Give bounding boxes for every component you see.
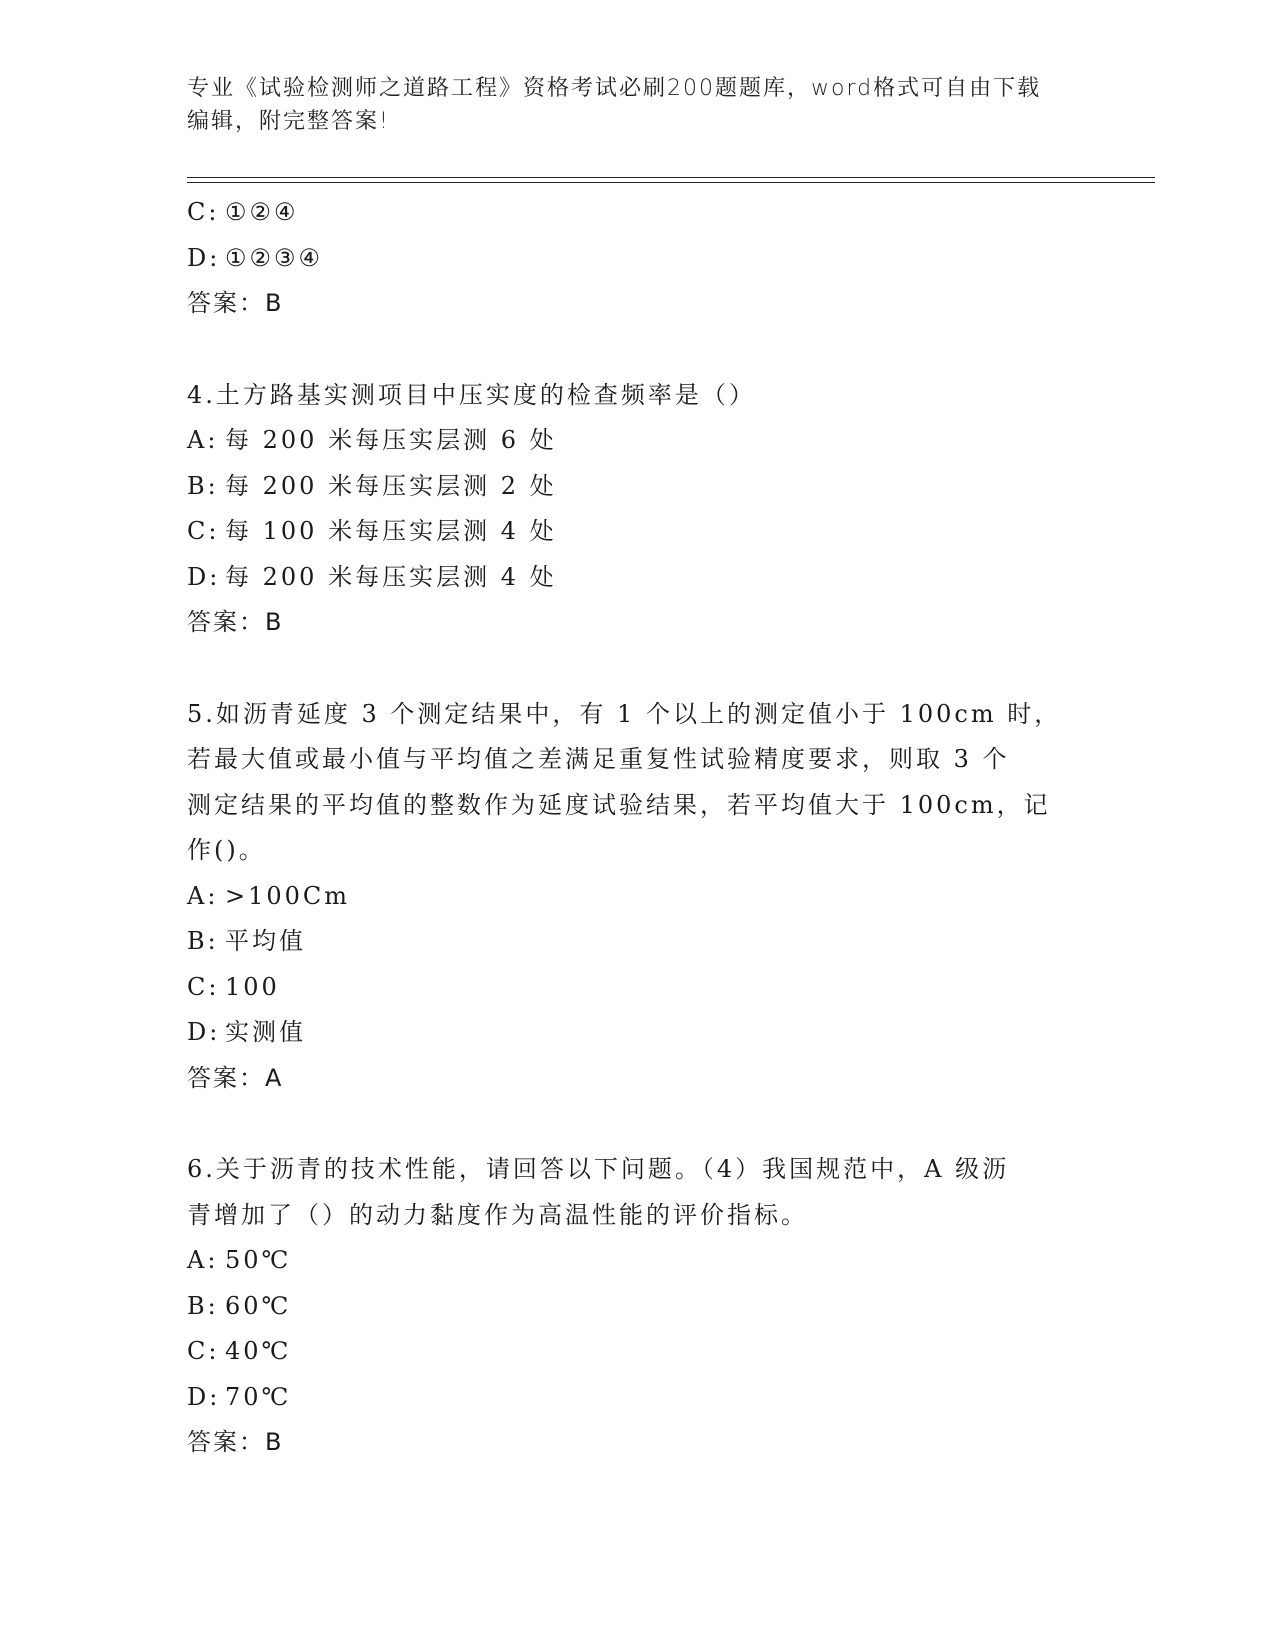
option-text: 70℃ xyxy=(225,1382,292,1411)
answer-line: 答案：B xyxy=(187,1428,284,1456)
option-letter: B: xyxy=(187,1291,219,1320)
option-letter: D: xyxy=(187,243,221,272)
option-text: 每 200 米每压实层测 4 处 xyxy=(225,562,557,591)
option-text: 40℃ xyxy=(225,1337,292,1365)
option-letter: B: xyxy=(187,471,219,500)
header-line-1: 专业《试验检测师之道路工程》资格考试必刷200题题库，word格式可自由下载 xyxy=(187,76,1042,101)
option-c xyxy=(187,1329,1087,1375)
question-stem-line: 若最大值或最小值与平均值之差满足重复性试验精度要求，则取 3 个 xyxy=(187,745,1010,773)
option-c xyxy=(187,190,1087,236)
option-a xyxy=(187,1238,1087,1284)
document-body xyxy=(187,190,1087,1466)
option-letter: C: xyxy=(187,517,220,545)
question-4 xyxy=(187,373,1087,646)
option-letter: D: xyxy=(187,562,221,591)
question-stem-line: 测定结果的平均值的整数作为延度试验结果，若平均值大于 100cm，记 xyxy=(187,790,1051,819)
option-b xyxy=(187,464,1087,510)
option-text: 每 200 米每压实层测 6 处 xyxy=(225,426,557,454)
option-d xyxy=(187,1375,1087,1421)
option-text: 每 100 米每压实层测 4 处 xyxy=(225,517,557,545)
option-letter: A: xyxy=(187,881,219,910)
header-line-2: 编辑，附完整答案! xyxy=(187,109,390,134)
option-text: 50℃ xyxy=(225,1246,292,1274)
option-letter: C: xyxy=(187,972,220,1001)
answer-line: 答案：B xyxy=(187,608,284,636)
option-letter: C: xyxy=(187,198,220,226)
option-letter: A: xyxy=(187,426,219,454)
question-gap xyxy=(187,646,1087,692)
question-stem-line: 5.如沥青延度 3 个测定结果中，有 1 个以上的测定值小于 100cm 时， xyxy=(187,699,1062,728)
question-6 xyxy=(187,1147,1087,1466)
option-text: 100 xyxy=(225,972,280,1001)
header-rule-bottom xyxy=(187,182,1155,183)
question-stem-line: 青增加了（）的动力黏度作为高温性能的评价指标。 xyxy=(187,1200,808,1229)
question-stem: 4.土方路基实测项目中压实度的检查频率是（） xyxy=(187,380,756,409)
option-text: 实测值 xyxy=(225,1018,306,1046)
option-c xyxy=(187,509,1087,555)
option-text: >100Cm xyxy=(225,881,351,910)
question-5 xyxy=(187,692,1087,1102)
option-letter: D: xyxy=(187,1382,221,1411)
question-3-tail xyxy=(187,190,1087,327)
option-b xyxy=(187,919,1087,965)
option-b xyxy=(187,1284,1087,1330)
option-text: 60℃ xyxy=(225,1291,292,1320)
question-gap xyxy=(187,327,1087,373)
option-text: ①②③④ xyxy=(225,243,324,272)
question-stem-line: 作()。 xyxy=(187,836,266,864)
answer-line: 答案：A xyxy=(187,1063,284,1092)
option-letter: C: xyxy=(187,1337,220,1365)
option-text: 平均值 xyxy=(225,927,306,955)
document-header xyxy=(187,72,1087,138)
option-c xyxy=(187,965,1087,1011)
option-letter: A: xyxy=(187,1246,219,1274)
option-letter: B: xyxy=(187,927,219,955)
option-d xyxy=(187,1010,1087,1056)
option-d xyxy=(187,555,1087,601)
question-gap xyxy=(187,1101,1087,1147)
option-a xyxy=(187,874,1087,920)
question-stem-line: 6.关于沥青的技术性能，请回答以下问题。（4）我国规范中，A 级沥 xyxy=(187,1155,1010,1183)
answer-line: 答案：B xyxy=(187,289,284,317)
option-text: 每 200 米每压实层测 2 处 xyxy=(225,471,557,500)
header-rule-top xyxy=(187,177,1155,178)
option-letter: D: xyxy=(187,1018,221,1046)
option-text: ①②④ xyxy=(225,198,299,226)
option-a xyxy=(187,418,1087,464)
option-d xyxy=(187,236,1087,282)
